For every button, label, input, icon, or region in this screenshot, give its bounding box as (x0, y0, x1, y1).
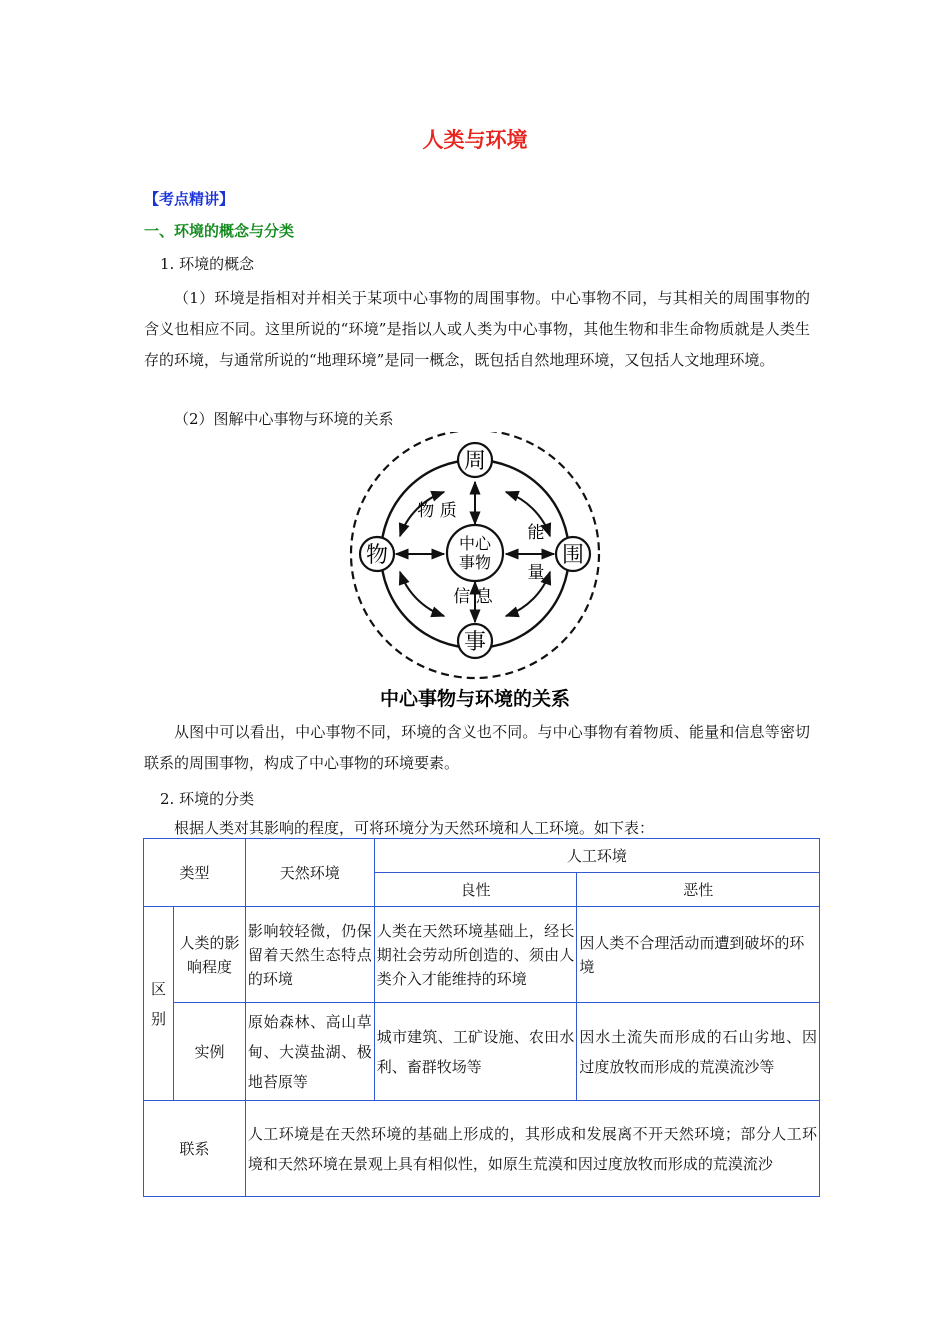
row-example-label: 实例 (174, 1003, 246, 1101)
center-label-line2: 事物 (458, 553, 492, 572)
node-bottom-label: 事 (463, 630, 487, 655)
paragraph-diagram-explanation: 从图中可以看出，中心事物不同，环境的含义也不同。与中心事物有着物质、能量和信息等密切联系的周围事物，构成了中心事物的环境要素。 (144, 723, 810, 772)
header-type: 类型 (144, 839, 246, 907)
row-influence-benign: 人类在天然环境基础上，经长期社会劳动所创造的、须由人类介入才能维持的环境 (374, 907, 577, 1003)
section-heading: 一、环境的概念与分类 (144, 222, 295, 240)
node-left-label: 物 (365, 543, 389, 568)
arc-arrow-bottom-left (400, 572, 444, 616)
node-right-label: 围 (561, 543, 585, 568)
header-natural: 天然环境 (245, 839, 374, 907)
paragraph-diagram-intro: （2）图解中心事物与环境的关系 (174, 410, 394, 428)
row-example-benign: 城市建筑、工矿设施、农田水利、畜群牧场等 (374, 1003, 577, 1101)
label-material: 物 质 (417, 501, 457, 521)
row-example-natural: 原始森林、高山草甸、大漠盐湖、极地苔原等 (245, 1003, 374, 1101)
section-tag: 【考点精讲】 (144, 190, 235, 208)
row-influence-malign: 因人类不合理活动而遭到破坏的环境 (577, 907, 820, 1003)
link-text: 人工环境是在天然环境的基础上形成的，其形成和发展离不开天然环境；部分人工环境和天然环境在景观上具有相似性，如原生荒漠和因过度放牧而形成的荒漠流沙 (245, 1101, 819, 1197)
row-influence-label: 人类的影响程度 (174, 907, 246, 1003)
label-energy-2: 量 (527, 563, 545, 583)
header-artificial: 人工环境 (374, 839, 819, 873)
header-benign: 良性 (374, 873, 577, 907)
page-title: 人类与环境 (422, 128, 528, 152)
node-top-label: 周 (463, 449, 487, 474)
subheading-concept: 1. 环境的概念 (160, 255, 255, 273)
diff-label: 区别 (144, 907, 174, 1101)
row-example-malign: 因水土流失而形成的石山劣地、因过度放牧而形成的荒漠流沙等 (577, 1003, 820, 1101)
link-label: 联系 (144, 1101, 246, 1197)
classification-table (143, 838, 820, 1197)
relationship-diagram (340, 432, 610, 722)
diagram-caption: 中心事物与环境的关系 (379, 688, 571, 710)
header-malign: 恶性 (577, 873, 820, 907)
row-influence-natural: 影响较轻微，仍保留着天然生态特点的环境 (245, 907, 374, 1003)
center-label-line1: 中心 (458, 534, 492, 553)
paragraph-table-intro: 根据人类对其影响的程度，可将环境分为天然环境和人工环境。如下表： (174, 819, 655, 837)
paragraph-concept: （1）环境是指相对并相关于某项中心事物的周围事物。中心事物不同，与其相关的周围事物的含义也相应不同。这里所说的“环境”是指以人或人类为中心事物，其他生物和非生命物质就是人类生存的环境，与通常所说的“地理环境”是同一概念，既包括自然地理环境，又包括人文地理环境。 (144, 289, 810, 369)
subheading-classification: 2. 环境的分类 (160, 790, 255, 808)
label-info: 信 息 (453, 587, 493, 607)
label-energy-1: 能 (527, 523, 545, 543)
